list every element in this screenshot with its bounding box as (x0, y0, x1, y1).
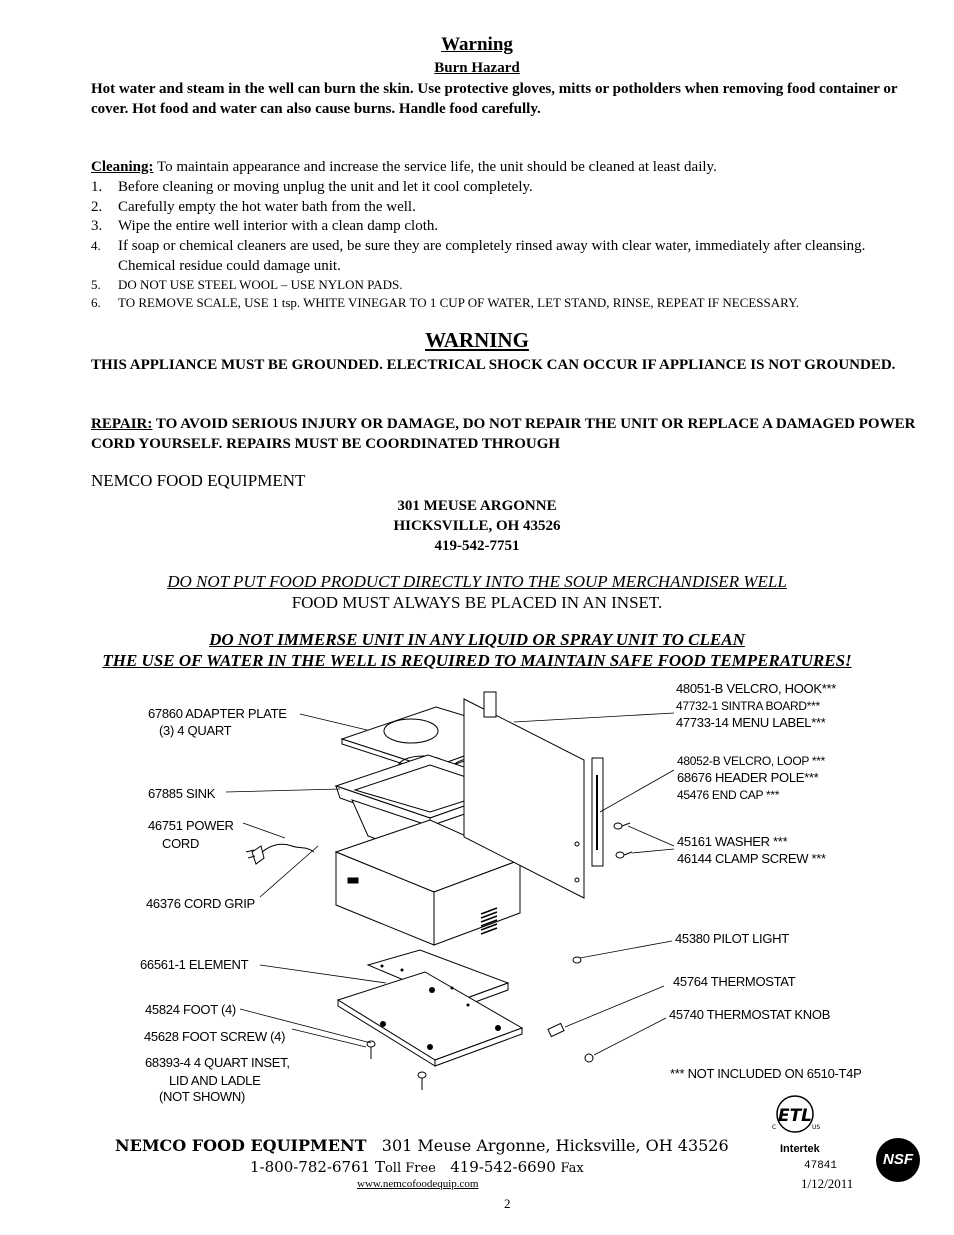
burn-hazard-text: Hot water and steam in the well can burn the skin. Use protective gloves, mitts or potholders when removing food container or cover. Hot food and water can also cause burns. Handle food carefully. (91, 81, 898, 117)
company-phone: 419-542-7751 (434, 538, 520, 554)
notice-water-required: THE USE OF WATER IN THE WELL IS REQUIRED TO MAINTAIN SAFE FOOD TEMPERATURES! (102, 651, 852, 670)
label-sink: 67885 SINK (148, 786, 216, 801)
footer-fax-label: Fax (560, 1161, 584, 1176)
label-power-cord-2: CORD (162, 836, 200, 851)
grounding-warning-text: THIS APPLIANCE MUST BE GROUNDED. ELECTRICAL SHOCK CAN OCCUR IF APPLIANCE IS NOT GROUNDED. (91, 357, 896, 373)
footer-company-name: NEMCO FOOD EQUIPMENT (115, 1136, 367, 1155)
etl-us-text: US (812, 1124, 821, 1131)
label-end-cap: 45476 END CAP *** (677, 788, 780, 802)
footer-tollfree-number: 1-800-782-6761 T (250, 1158, 385, 1176)
label-inset: 68393-4 4 QUART INSET, (145, 1055, 290, 1070)
footer-company (115, 1136, 729, 1155)
document-date: 1/12/2011 (801, 1176, 854, 1191)
label-menu-label: 47733-14 MENU LABEL*** (676, 715, 826, 730)
label-thermostat: 45764 THERMOSTAT (673, 974, 796, 989)
notice-no-immerse: DO NOT IMMERSE UNIT IN ANY LIQUID OR SPRAY UNIT TO CLEAN (209, 630, 745, 649)
label-adapter-plate-qty: (3) 4 QUART (159, 723, 232, 738)
page-number: 2 (504, 1196, 511, 1211)
company-street: 301 MEUSE ARGONNE (397, 498, 557, 514)
label-adapter-plate: 67860 ADAPTER PLATE (148, 706, 287, 721)
company-name: NEMCO FOOD EQUIPMENT (91, 471, 306, 490)
label-velcro-hook: 48051-B VELCRO, HOOK*** (676, 681, 837, 696)
notice-no-direct-food: DO NOT PUT FOOD PRODUCT DIRECTLY INTO THE SOUP MERCHANDISER WELL (167, 572, 787, 591)
etl-c-text: C (772, 1124, 777, 1131)
label-velcro-loop: 48052-B VELCRO, LOOP *** (677, 754, 825, 768)
label-inset-3: (NOT SHOWN) (159, 1089, 246, 1104)
repair-label: REPAIR: (91, 416, 153, 432)
label-washer: 45161 WASHER *** (677, 834, 788, 849)
warning-title: Warning (441, 34, 513, 55)
label-sintra-board: 47732-1 SINTRA BOARD*** (676, 699, 820, 713)
nsf-logo: NSF (876, 1138, 920, 1182)
label-pilot-light: 45380 PILOT LIGHT (675, 931, 789, 946)
label-cord-grip: 46376 CORD GRIP (146, 896, 255, 911)
cleaning-label: Cleaning: (91, 159, 154, 175)
label-header-pole: 68676 HEADER POLE*** (677, 770, 819, 785)
label-foot-screw: 45628 FOOT SCREW (4) (144, 1029, 286, 1044)
grounding-warning-title: WARNING (425, 328, 529, 352)
label-inset-2: LID AND LADLE (169, 1073, 261, 1088)
footer-tollfree-label: oll Free (384, 1161, 436, 1176)
footer-phones (250, 1158, 584, 1176)
label-element: 66561-1 ELEMENT (140, 957, 249, 972)
label-not-included: *** NOT INCLUDED ON 6510-T4P (670, 1066, 862, 1081)
cert-number: 47841 (804, 1160, 838, 1172)
burn-hazard-subtitle: Burn Hazard (434, 60, 520, 76)
intertek-label: Intertek (780, 1143, 820, 1155)
etl-text: ETL (777, 1106, 813, 1126)
label-foot: 45824 FOOT (4) (145, 1002, 236, 1017)
label-thermostat-knob: 45740 THERMOSTAT KNOB (669, 1007, 831, 1022)
notice-inset: FOOD MUST ALWAYS BE PLACED IN AN INSET. (291, 593, 663, 612)
repair-text: TO AVOID SERIOUS INJURY OR DAMAGE, DO NOT REPAIR THE UNIT OR REPLACE A DAMAGED POWER CORD YOURSELF. REPAIRS MUST BE COORDINATED THROUGH (91, 416, 916, 452)
cleaning-intro-text: To maintain appearance and increase the service life, the unit should be cleaned at least daily. (153, 159, 717, 175)
footer-website[interactable]: www.nemcofoodequip.com (357, 1178, 479, 1190)
footer-address: 301 Meuse Argonne, Hicksville, OH 43526 (381, 1136, 729, 1155)
footer-fax-number: 419-542-6690 (450, 1158, 556, 1176)
etl-logo (768, 1093, 826, 1141)
label-clamp-screw: 46144 CLAMP SCREW *** (677, 851, 826, 866)
company-city: HICKSVILLE, OH 43526 (393, 518, 561, 534)
label-power-cord: 46751 POWER (148, 818, 234, 833)
